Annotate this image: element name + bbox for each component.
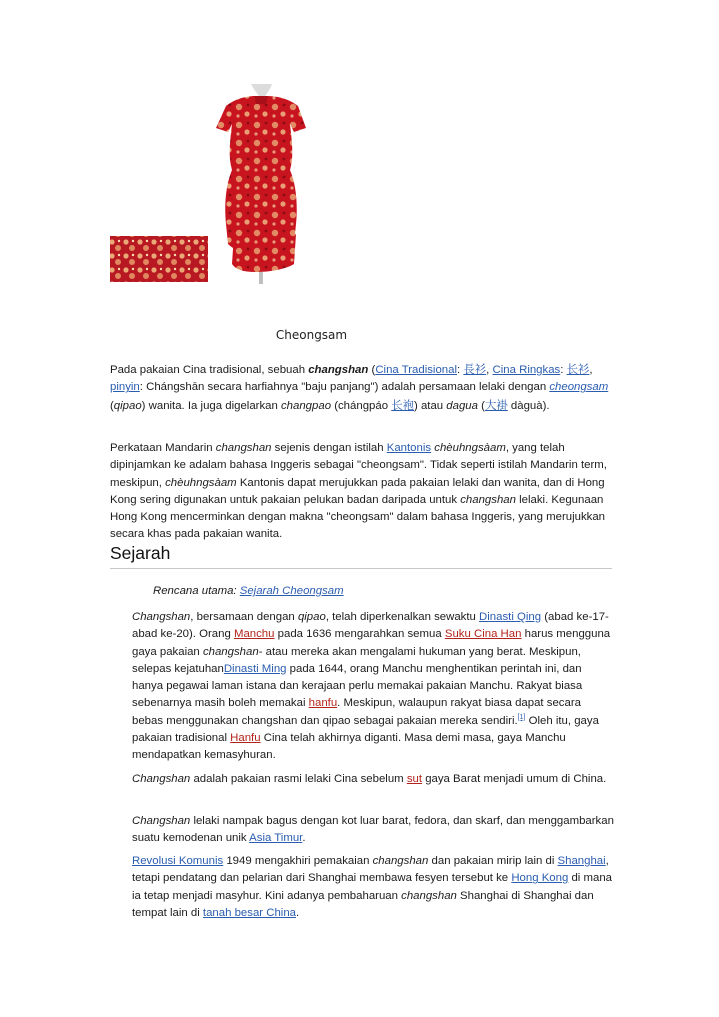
intro-paragraph [110, 361, 610, 415]
text: , bersamaan dengan [190, 611, 298, 623]
text: : [560, 364, 567, 376]
reference-link[interactable]: [1] [517, 713, 526, 721]
term-changshan: changshan [460, 493, 516, 506]
text: , telah diperkenalkan sewaktu [325, 611, 480, 623]
link-cjk-simplified[interactable]: 长衫 [566, 362, 590, 376]
main-article-note [153, 585, 344, 597]
terminology-paragraph [110, 440, 610, 544]
link-revolusi-komunis[interactable]: Revolusi Komunis [132, 855, 224, 867]
text: . [302, 832, 306, 845]
text: . [296, 906, 300, 919]
cheongsam-dress-image [108, 84, 328, 284]
text: Oleh itu, gaya pakaian tradisional [132, 714, 599, 745]
text: lelaki. Kegunaan Hong Kong mencerminkan dengan makna "cheongsam" dalam bahasa Inggeris, yang merujukkan secara khas pada pakaian wanita. [110, 493, 606, 541]
text: , [486, 364, 493, 376]
link-cjk-changpao[interactable]: 长袍 [391, 397, 414, 412]
section-heading-sejarah: Sejarah [110, 543, 612, 569]
text: Cina telah akhirnya diganti. Masa demi masa, gaya Manchu mendapatkan kemasyhuran. [132, 732, 566, 762]
link-kantonis[interactable]: Kantonis [386, 442, 432, 454]
link-cina-tradisional[interactable]: Cina Tradisional [375, 364, 458, 376]
link-dinasti-ming[interactable]: Dinasti Ming [223, 662, 287, 675]
term-qipao: qipao [297, 611, 326, 623]
link-pinyin[interactable]: pinyin [110, 381, 140, 394]
text: 1949 mengakhiri pemakaian [223, 855, 373, 867]
text: di mana ia tetap menjadi masyhur. Kini adanya pembaharuan [132, 872, 613, 902]
text: lelaki nampak bagus dengan kot luar barat, fedora, dan skarf, dan menggambarkan suatu kemodenan unik [132, 815, 614, 845]
text: Shanghai di Shanghai dan tempat lain di [132, 889, 594, 919]
link-sejarah-cheongsam[interactable]: Sejarah Cheongsam [239, 585, 344, 597]
link-suku-cina-han[interactable]: Suku Cina Han [444, 628, 522, 641]
text: ( [368, 364, 376, 376]
text: harus mengguna gaya pakaian [132, 628, 611, 658]
link-cina-ringkas[interactable]: Cina Ringkas [492, 364, 561, 376]
text: pada 1644, orang Manchu menghentikan perintah ini, dan hanya pegawai laman istana dan kerajaan perlu memakai pakaian Manchu. Rakyat biasa sebenarnya masih boleh memakai [132, 662, 583, 710]
text: sejenis dengan istilah [271, 442, 387, 454]
link-asia-timur[interactable]: Asia Timur [249, 832, 303, 845]
link-hanfu[interactable]: hanfu [308, 697, 338, 710]
term-changshan: changshan [202, 645, 259, 658]
link-manchu[interactable]: Manchu [233, 628, 275, 641]
term-cheuhngsaam: chèuhngsàam [165, 476, 237, 489]
term-changshan: changshan [308, 364, 369, 376]
text: , tetapi pendatang dan pelarian dari Shanghai membawa fesyen tersebut ke [132, 855, 609, 885]
link-sut[interactable]: sut [406, 773, 423, 785]
term-changpao: changpao [280, 399, 332, 412]
link-cheongsam-label: cheongsam [549, 381, 609, 394]
term-dagua: dagua [446, 399, 478, 412]
link-dinasti-qing[interactable]: Dinasti Qing [479, 611, 542, 623]
term-qipao: qipao [113, 399, 142, 412]
text: . Meskipun, walaupun rakyat biasa dapat secara bebas menggunakan changshan dan qipao sebagai pakaian mereka sendiri. [132, 697, 581, 727]
history-paragraph-1 [132, 609, 614, 765]
term-changshan: Changshan [132, 773, 191, 785]
text: adalah pakaian rasmi lelaki Cina sebelum [190, 773, 407, 785]
text: - atau mereka akan mengalami hukuman yang berat. Meskipun, selepas kejatuhan [132, 645, 581, 675]
link-shanghai[interactable]: Shanghai [557, 855, 606, 867]
text: ) wanita. Ia juga digelarkan [141, 399, 281, 412]
caption-text: Cheongsam [275, 328, 348, 342]
term-changshan: changshan [372, 855, 429, 867]
text: Pada pakaian Cina tradisional, sebuah [110, 364, 309, 376]
text: , yang telah dipinjamkan ke adalam bahasa Inggeris sebagai "cheongsam". Tidak seperti istilah Mandarin term, meskipun, [110, 442, 607, 489]
link-cheongsam[interactable] [549, 381, 608, 393]
link-hong-kong[interactable]: Hong Kong [511, 872, 569, 885]
text: (chángpáo [331, 399, 392, 412]
text: : [457, 364, 464, 376]
term-changshan: Changshan [132, 611, 191, 623]
text: Kantonis dapat merujukkan pada pakaian lelaki dan wanita, dan di Hong Kong sering digunakan untuk pakaian pelukan badan daripada untuk [110, 476, 605, 506]
main-article-prefix: Rencana utama: [153, 585, 240, 597]
figure-caption [0, 328, 719, 342]
text: pada 1636 mengarahkan semua [274, 628, 445, 641]
link-hanfu-2[interactable]: Hanfu [230, 732, 261, 745]
text: , [589, 364, 593, 376]
text: Perkataan Mandarin [110, 442, 216, 454]
history-paragraph-2 [132, 771, 614, 788]
text: (abad ke-17-abad ke-20). Orang [132, 611, 609, 641]
history-paragraph-4 [132, 853, 614, 922]
cheongsam-figure [108, 84, 328, 284]
term-changshan: changshan [215, 442, 272, 454]
term-changshan: Changshan [132, 815, 191, 827]
text: gaya Barat menjadi umum di China. [422, 773, 607, 785]
link-tanah-besar-china[interactable]: tanah besar China [202, 906, 297, 919]
text: ( [477, 399, 485, 412]
text: dàguà). [507, 399, 550, 412]
text: dan pakaian mirip lain di [428, 855, 558, 867]
text: : Chángshān secara harfiahnya "baju panjang") adalah persamaan lelaki dengan [139, 381, 550, 394]
text: ( [110, 399, 114, 412]
term-changshan: changshan [401, 889, 457, 902]
link-cjk-traditional[interactable]: 長衫 [463, 362, 487, 376]
history-paragraph-3 [132, 813, 614, 848]
text: ) atau [414, 399, 447, 412]
link-cjk-dagua[interactable]: 大褂 [484, 397, 508, 412]
term-cheuhngsaam: chèuhngsàam [434, 442, 506, 454]
